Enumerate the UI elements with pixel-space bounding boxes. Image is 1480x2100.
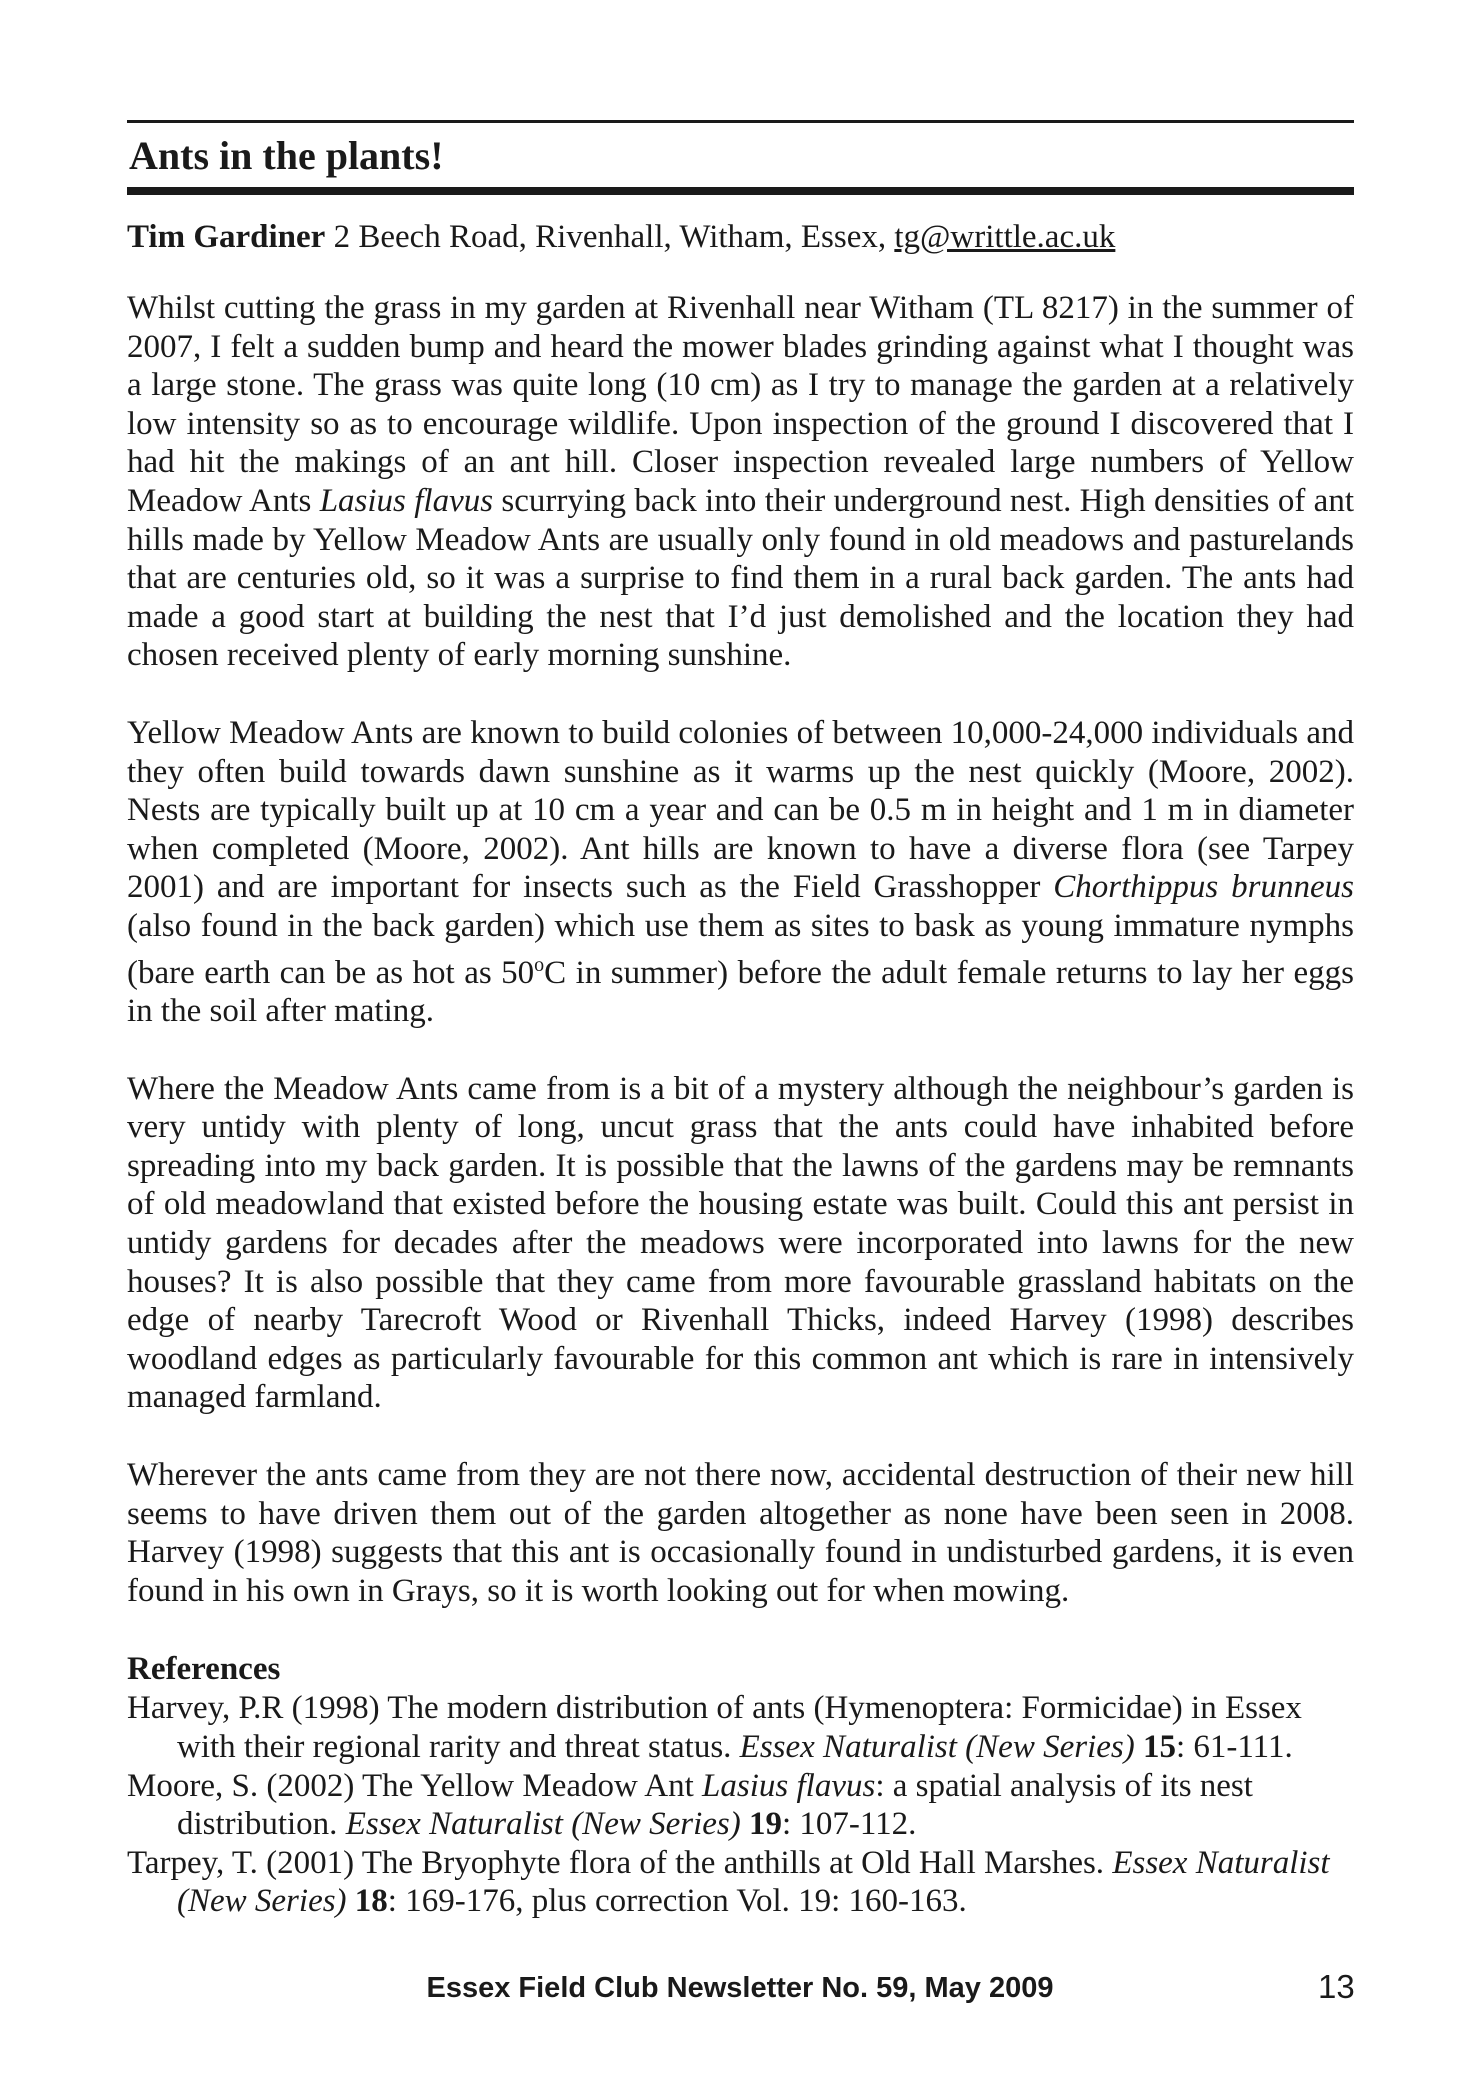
reference-text: : a spatial analysis of its nest distribution. xyxy=(177,1767,1253,1843)
paragraph-2-text-c: C in summer) before the adult female returns to lay her eggs in the soil after mating. xyxy=(127,954,1355,1030)
paragraph-3: Where the Meadow Ants came from is a bit of a mystery although the neighbour’s garden is very untidy with plenty of long, uncut grass that the ants could have inhabited before spreading into my back garden. It is possible that the lawns of the gardens may be remnants of old meadowland that existed before the housing estate was built. Could this ant persist in untidy gardens for decades after the meadows were incorporated into lawns for the new houses? It is also possible that they came from more favourable grassland habitats on the edge of nearby Tarecroft Wood or Rivenhall Thicks, indeed Harvey (1998) describes woodland edges as particularly favourable for this common ant which is rare in intensively managed farmland. xyxy=(127,1070,1354,1416)
title-underline-rule xyxy=(127,187,1354,195)
newsletter-footer: Essex Field Club Newsletter No. 59, May 2009 xyxy=(426,1972,1054,2004)
volume-number: 15 xyxy=(1142,1729,1176,1765)
species-name: Lasius flavus xyxy=(702,1767,876,1804)
paragraph-2-text-a: Yellow Meadow Ants are known to build colonies of between 10,000-24,000 individuals and they often build towards dawn sunshine as it warms up the nest quickly (Moore, 2002). Nests are typically built up at 10 cm a year and can be 0.5 m in height and 1 m in diameter when completed (Moore, 2002). Ant hills are known to have a diverse flora (see Tarpey 2001) and are important for insects such as the Field Grasshopper xyxy=(127,714,1354,906)
paragraph-2-text-b: (also found in the back garden) which use them as sites to bask as young immature nymphs (bare earth can be as hot as 50 xyxy=(127,907,1354,991)
byline xyxy=(127,217,1354,257)
journal-name: Essex Naturalist (New Series) xyxy=(345,1806,741,1843)
journal-name: Essex Naturalist (New Series) xyxy=(177,1844,1330,1920)
article xyxy=(127,120,1354,1921)
paragraph-1 xyxy=(127,289,1354,675)
reference-tarpey xyxy=(127,1844,1354,1921)
page-range: : 169-176, plus correction Vol. 19: 160-163. xyxy=(387,1883,967,1920)
page-range: : 61-111. xyxy=(1175,1729,1293,1765)
reference-text: Harvey, P.R (1998) The modern distribution of ants (Hymenoptera: Formicidae) in Essex with their regional rarity and threat status. xyxy=(127,1690,1302,1765)
reference-moore xyxy=(127,1767,1354,1844)
reference-text: Moore, S. (2002) The Yellow Meadow Ant xyxy=(127,1767,703,1804)
references-heading: References xyxy=(127,1651,281,1688)
journal-name: Essex Naturalist (New Series) xyxy=(739,1729,1135,1765)
degree-superscript: o xyxy=(534,953,545,976)
reference-text: Tarpey, T. (2001) The Bryophyte flora of the anthills at Old Hall Marshes. xyxy=(127,1844,1113,1881)
species-name: Chorthippus brunneus xyxy=(1053,869,1354,906)
article-title: Ants in the plants! xyxy=(129,133,444,178)
paragraph-4: Wherever the ants came from they are not there now, accidental destruction of their new hill seems to have driven them out of the garden altogether as none have been seen in 2008. Harvey (1998) suggests that this ant is occasionally found in undisturbed gardens, it is even found in his own in Grays, so it is worth looking out for when mowing. xyxy=(127,1457,1354,1609)
species-name: Lasius flavus xyxy=(319,482,494,519)
volume-number: 18 xyxy=(354,1883,388,1920)
volume-number: 19 xyxy=(749,1806,782,1843)
page-range: : 107-112. xyxy=(782,1806,917,1843)
paragraph-1-text-a: Whilst cutting the grass in my garden at Rivenhall near Witham (TL 8217) in the summer of 2007, I felt a sudden bump and heard the mower blades grinding against what I thought was a large stone. The grass was quite long (10 cm) as I try to manage the garden at a relatively low intensity so as to encourage wildlife. Upon inspection of the ground I discovered that I had hit the makings of an ant hill. Closer inspection revealed large numbers of Yellow Meadow Ants xyxy=(127,290,1354,519)
page-number: 13 xyxy=(1318,1968,1355,2005)
author-name: Tim Gardiner xyxy=(127,219,326,255)
reference-harvey xyxy=(127,1689,1354,1766)
paragraph-1-text-b: scurrying back into their underground nest. High densities of ant hills made by Yellow Meadow Ants are usually only found in old meadows and pasturelands that are centuries old, so it was a surprise to find them in a rural back garden. The ants had made a good start at building the nest that I’d just demolished and the location they had chosen received plenty of early morning sunshine. xyxy=(127,482,1354,674)
author-email-link[interactable]: tg@writtle.ac.uk xyxy=(894,219,1116,255)
paragraph-2 xyxy=(127,714,1354,1031)
top-rule xyxy=(127,120,1354,123)
author-address: 2 Beech Road, Rivenhall, Witham, Essex, xyxy=(325,219,895,255)
